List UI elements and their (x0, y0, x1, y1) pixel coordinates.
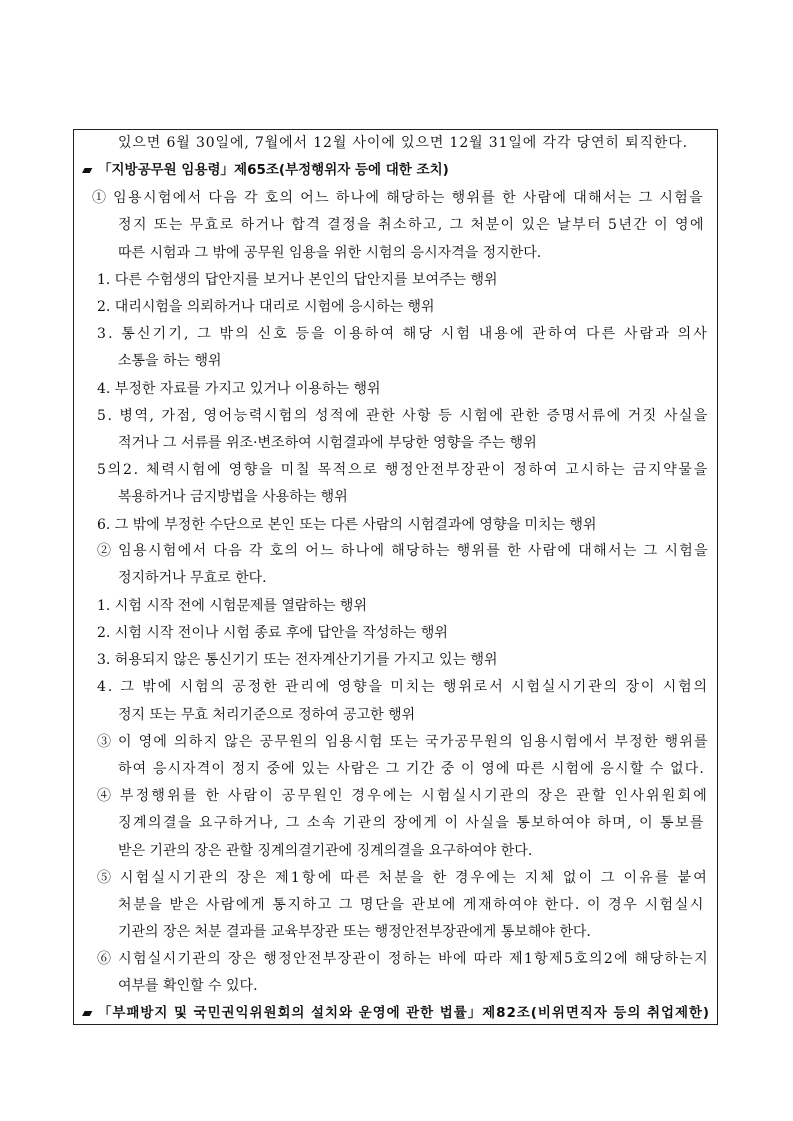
text-line (97, 460, 709, 480)
line-text: 받은 기관의 장은 관할 징계의결기관에 징계의결을 요구하여야 한다. (118, 843, 533, 859)
text-line (118, 705, 415, 725)
text-line (97, 732, 709, 752)
line-text: 3. 허용되지 않은 통신기기 또는 전자계산기기를 가지고 있는 행위 (97, 652, 498, 668)
text-line (97, 596, 367, 616)
line-text: 적거나 그 서류를 위조·변조하여 시험결과에 부당한 영향을 주는 행위 (118, 435, 537, 451)
text-line (118, 841, 532, 861)
line-text: ⑥ 시험실시기관의 장은 행정안전부장관이 정하는 바에 따라 제1항제5호의2에 해당하는지 (97, 951, 709, 967)
text-line (118, 813, 705, 833)
text-line (118, 433, 537, 453)
line-text: ⑤ 시험실시기관의 장은 제1항에 따른 처분을 한 경우에는 지체 없이 그 이유를 붙여 (97, 870, 709, 886)
text-line (118, 243, 541, 263)
line-text: 1. 시험 시작 전에 시험문제를 열람하는 행위 (97, 598, 367, 614)
line-text: ③ 이 영에 의하지 않은 공무원의 임용시험 또는 국가공무원의 임용시험에서 부정한 행위를 (97, 734, 709, 750)
text-line (97, 297, 435, 317)
text-line (97, 623, 448, 643)
line-text: 처분을 받은 사람에게 통지하고 그 명단을 관보에 게재하여야 한다. 이 경우 시험실시 (118, 897, 705, 913)
line-text: 있으면 6월 30일에, 7월에서 12월 사이에 있으면 12월 31일에 각각 당연히 퇴직한다. (118, 135, 688, 151)
text-line (118, 133, 688, 153)
text-line (118, 922, 591, 942)
text-line (97, 270, 498, 290)
text-line (92, 188, 704, 208)
text-line (97, 379, 381, 399)
line-text: 복용하거나 금지방법을 사용하는 행위 (118, 489, 348, 505)
text-line (97, 949, 709, 969)
text-line (97, 324, 709, 344)
line-text: ① 임용시험에서 다음 각 호의 어느 하나에 해당하는 행위를 한 사람에 대해서는 그 시험을 (92, 190, 704, 206)
line-text: 4. 부정한 자료를 가지고 있거나 이용하는 행위 (97, 381, 381, 397)
text-line (118, 487, 348, 507)
line-text: 4. 그 밖에 시험의 공정한 관리에 영향을 미치는 행위로서 시험실시기관의 장이 시험의 (97, 679, 709, 695)
text-line (118, 215, 705, 235)
text-line (97, 786, 709, 806)
line-text: 「지방공무원 임용령」제65조(부정행위자 등에 대한 조치) (98, 162, 449, 178)
text-line (97, 868, 709, 888)
line-text: 징계의결을 요구하거나, 그 소속 기관의 장에게 이 사실을 통보하여야 하며, 이 통보를 (118, 815, 705, 831)
text-line (97, 406, 709, 426)
line-text: ④ 부정행위를 한 사람이 공무원인 경우에는 시험실시기관의 장은 관할 인사위원회에 (97, 788, 709, 804)
line-text: 정지 또는 무효 처리기준으로 정하여 공고한 행위 (118, 707, 416, 723)
line-text: 「부패방지 및 국민권익위원회의 설치와 운영에 관한 법률」제82조(비위면직자 등의 취업제한) (98, 1005, 710, 1021)
line-text: 1. 다른 수험생의 답안지를 보거나 본인의 답안지를 보여주는 행위 (97, 272, 498, 288)
text-line (97, 541, 709, 561)
line-text: 5. 병역, 가점, 영어능력시험의 성적에 관한 사항 등 시험에 관한 증명서류에 거짓 사실을 (97, 408, 709, 424)
text-line (97, 650, 498, 670)
section-heading (82, 1003, 710, 1023)
line-text: 하여 응시자격이 정지 중에 있는 사람은 그 기간 중 이 영에 따른 시험에 응시할 수 없다. (118, 761, 705, 777)
text-line (118, 895, 705, 915)
line-text: 정지 또는 무효로 하거나 합격 결정을 취소하고, 그 처분이 있은 날부터 5년간 이 영에 (118, 217, 705, 233)
text-line (118, 568, 267, 588)
line-text: 2. 시험 시작 전이나 시험 종료 후에 답안을 작성하는 행위 (97, 625, 448, 641)
text-line (118, 351, 222, 371)
text-line (97, 677, 709, 697)
line-text: 3. 통신기기, 그 밖의 신호 등을 이용하여 해당 시험 내용에 관하여 다른 사람과 의사 (97, 326, 709, 342)
text-line (118, 976, 258, 996)
section-bullet-icon: ▰ (82, 162, 93, 178)
line-text: 2. 대리시험을 의뢰하거나 대리로 시험에 응시하는 행위 (97, 299, 435, 315)
line-text: 따른 시험과 그 밖에 공무원 임용을 위한 시험의 응시자격을 정지한다. (118, 245, 542, 261)
section-heading (82, 160, 449, 180)
line-text: 기관의 장은 처분 결과를 교육부장관 또는 행정안전부장관에게 통보해야 한다. (118, 924, 591, 940)
line-text: 5의2. 체력시험에 영향을 미칠 목적으로 행정안전부장관이 정하여 고시하는 금지약물을 (97, 462, 709, 478)
section-bullet-icon: ▰ (82, 1005, 93, 1021)
line-text: 6. 그 밖에 부정한 수단으로 본인 또는 다른 사람의 시험결과에 영향을 미치는 행위 (97, 517, 597, 533)
text-line (97, 515, 597, 535)
line-text: 소통을 하는 행위 (118, 353, 222, 369)
text-line (118, 759, 705, 779)
line-text: 정지하거나 무효로 한다. (118, 570, 267, 586)
line-text: ② 임용시험에서 다음 각 호의 어느 하나에 해당하는 행위를 한 사람에 대해서는 그 시험을 (97, 543, 709, 559)
line-text: 여부를 확인할 수 있다. (118, 978, 258, 994)
